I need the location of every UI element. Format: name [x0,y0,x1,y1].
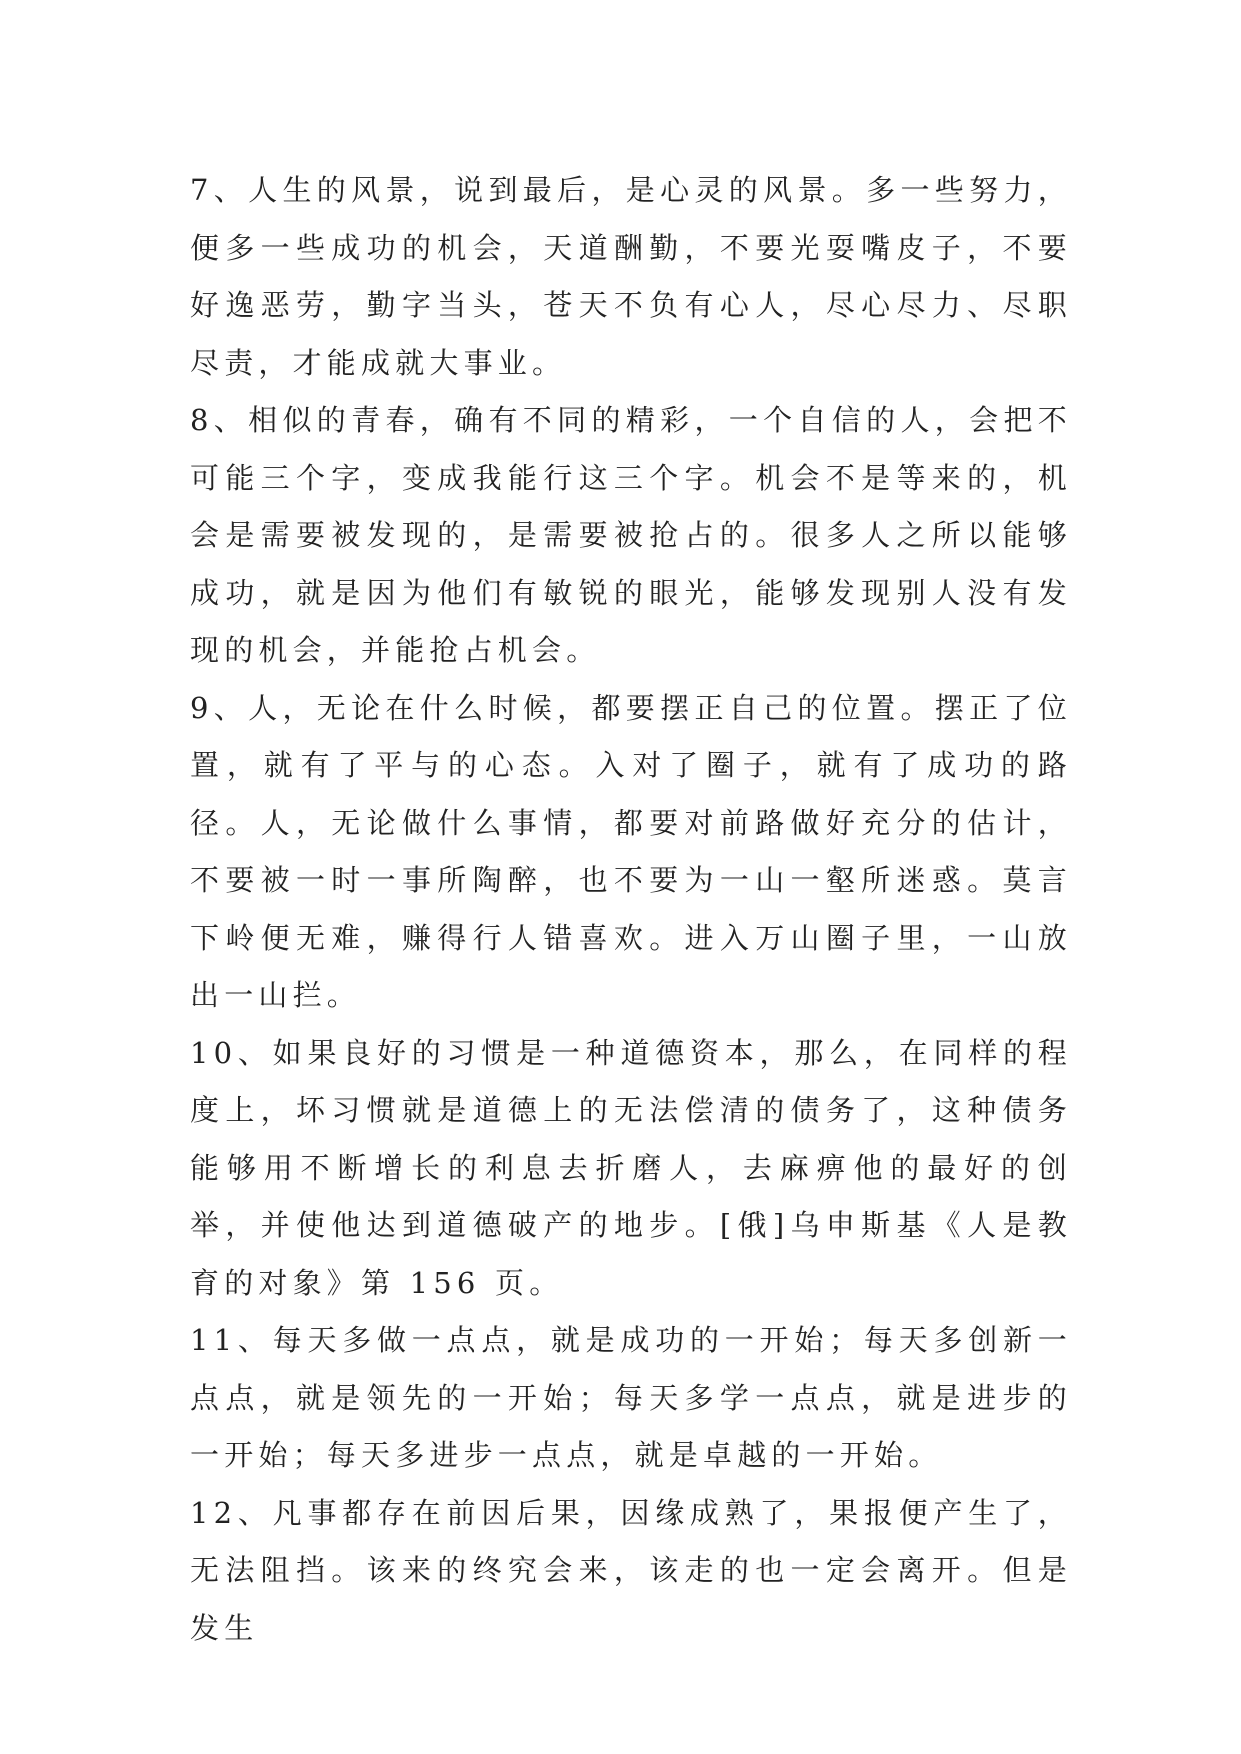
paragraph-8: 8、相似的青春，确有不同的精彩，一个自信的人，会把不可能三个字，变成我能行这三个字。机会不是等来的，机会是需要被发现的，是需要被抢占的。很多人之所以能够成功，就是因为他们有敏锐的眼光，能够发现别人没有发现的机会，并能抢占机会。 [190,403,1072,667]
document-body [190,162,1072,1657]
paragraph-9: 9、人，无论在什么时候，都要摆正自己的位置。摆正了位置，就有了平与的心态。入对了圈子，就有了成功的路径。人，无论做什么事情，都要对前路做好充分的估计，不要被一时一事所陶醉，也不要为一山一壑所迷惑。莫言下岭便无难，赚得行人错喜欢。进入万山圈子里，一山放出一山拦。 [190,690,1072,1012]
paragraph-10: 10、如果良好的习惯是一种道德资本，那么，在同样的程度上，坏习惯就是道德上的无法偿清的债务了，这种债务能够用不断增长的利息去折磨人，去麻痹他的最好的创举，并使他达到道德破产的地步。[俄]乌申斯基《人是教育的对象》第 156 页。 [190,1035,1072,1300]
paragraph-7: 7、人生的风景，说到最后，是心灵的风景。多一些努力，便多一些成功的机会，天道酬勤，不要光耍嘴皮子，不要好逸恶劳，勤字当头，苍天不负有心人，尽心尽力、尽职尽责，才能成就大事业。 [190,173,1072,380]
paragraph-11: 11、每天多做一点点，就是成功的一开始；每天多创新一点点，就是领先的一开始；每天多学一点点，就是进步的一开始；每天多进步一点点，就是卓越的一开始。 [190,1323,1072,1472]
paragraph-12: 12、凡事都存在前因后果，因缘成熟了，果报便产生了，无法阻挡。该来的终究会来，该走的也一定会离开。但是发生 [190,1495,1072,1645]
